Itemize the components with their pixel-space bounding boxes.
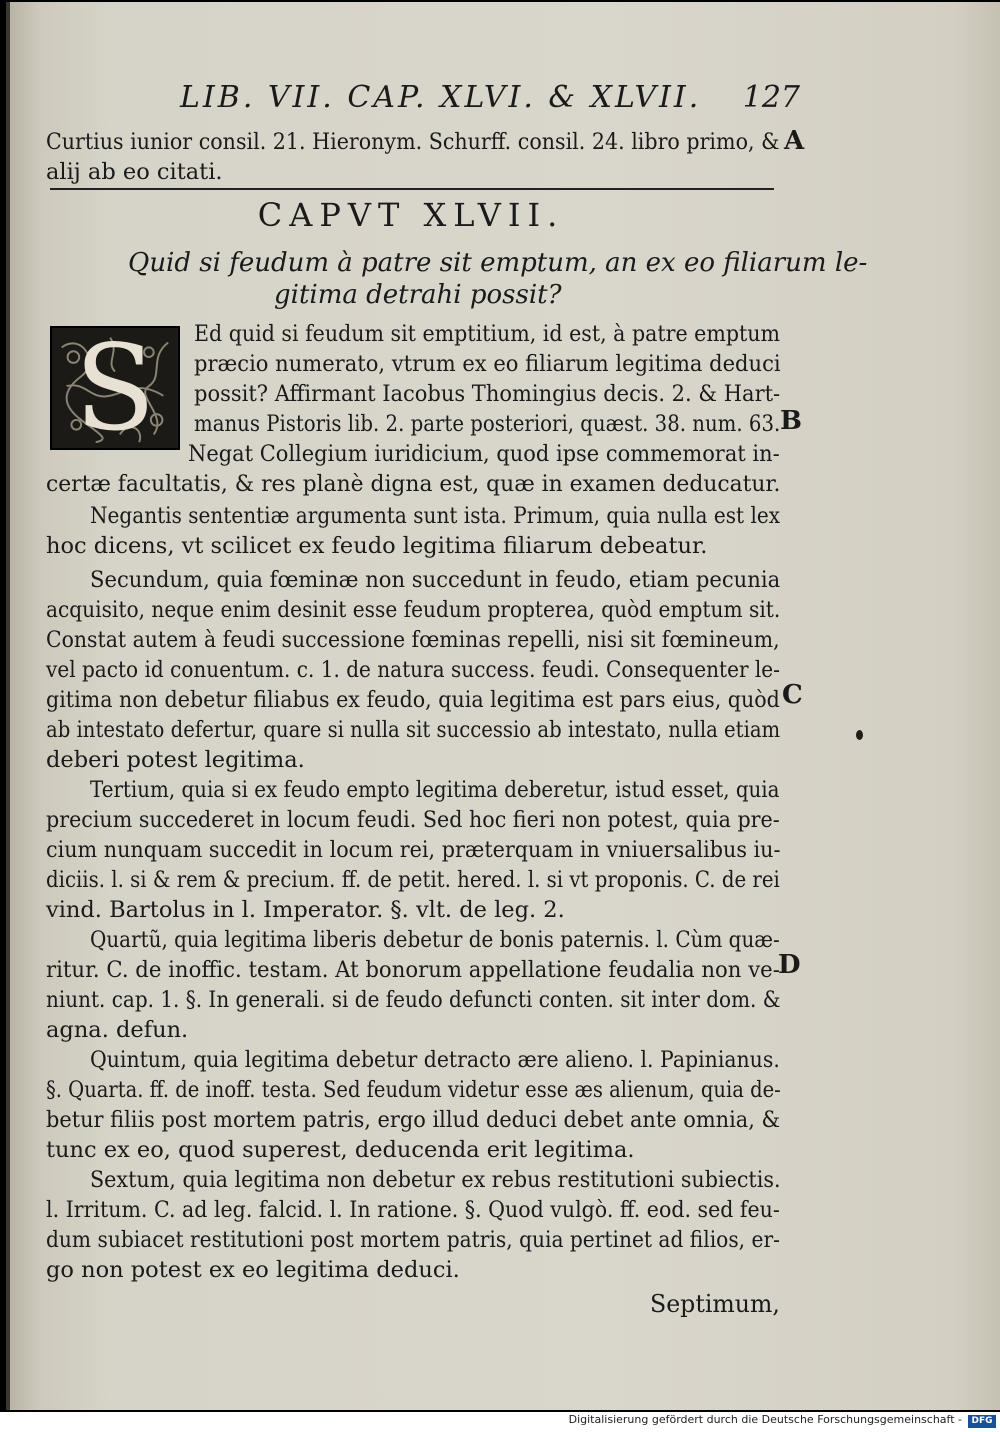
text-line: precium succederet in locum feudi. Sed hoc fieri non potest, quia pre- bbox=[46, 807, 780, 833]
paper-sheet bbox=[6, 2, 1000, 1410]
text-line: ritur. C. de inoffic. testam. At bonorum appellatione feudalia non ve- bbox=[46, 957, 780, 983]
text-line: Negat Collegium iuridicium, quod ipse commemorat in- bbox=[188, 441, 780, 467]
text-line: Tertium, quia si ex feudo empto legitima deberetur, istud esset, quia bbox=[90, 777, 780, 803]
text-line: ab intestato defertur, quare si nulla sit successio ab intestato, nulla etiam bbox=[46, 717, 781, 743]
running-title: LIB. VII. CAP. XLVI. & XLVII. bbox=[180, 80, 702, 115]
margin-letter-b: B bbox=[780, 406, 802, 436]
text-line: Quintum, quia legitima debetur detracto ære alieno. l. Papinianus. bbox=[90, 1047, 780, 1073]
digitization-footer bbox=[0, 1412, 1000, 1432]
text-line: deberi potest legitima. bbox=[46, 747, 305, 773]
page-number: 127 bbox=[742, 80, 800, 115]
text-line: Sextum, quia legitima non debetur ex rebus restitutioni subiectis. bbox=[90, 1167, 781, 1193]
text-line: l. Irritum. C. ad leg. falcid. l. In ratione. §. Quod vulgò. ff. eod. sed feu- bbox=[46, 1197, 780, 1223]
chapter-heading: CAPVT XLVII. bbox=[257, 196, 565, 234]
text-line: Ed quid si feudum sit emptitium, id est, à patre emptum bbox=[194, 321, 781, 347]
chapter-subtitle: Quid si feudum à patre sit emptum, an ex eo filiarum le- bbox=[128, 248, 868, 278]
text-line: dum subiacet restitutioni post mortem patris, quia pertinet ad filios, er- bbox=[46, 1227, 780, 1253]
text-line: præcio numerato, vtrum ex eo filiarum legitima deduci bbox=[194, 351, 781, 377]
running-header bbox=[180, 80, 800, 116]
text-line: Negantis sententiæ argumenta sunt ista. Primum, quia nulla est lex bbox=[90, 503, 781, 529]
ink-spot bbox=[856, 730, 863, 740]
text-line: niunt. cap. 1. §. In generali. si de feudo defuncti conten. sit inter dom. & bbox=[46, 987, 781, 1013]
text-line: vel pacto id conuentum. c. 1. de natura success. feudi. Consequenter le- bbox=[46, 657, 780, 683]
chapter-subtitle: gitima detrahi possit? bbox=[274, 280, 562, 310]
text-line: certæ facultatis, & res planè digna est, quæ in examen deducatur. bbox=[46, 471, 781, 497]
margin-letter-a: A bbox=[784, 126, 805, 156]
text-line: hoc dicens, vt scilicet ex feudo legitima filiarum debeatur. bbox=[46, 533, 708, 559]
text-line: gitima non debetur filiabus ex feudo, quia legitima est pars eius, quòd bbox=[46, 687, 780, 713]
margin-letter-c: C bbox=[782, 680, 803, 710]
text-line: Constat autem à feudi successione fœminas repelli, nisi sit fœmineum, bbox=[46, 627, 780, 653]
text-line: manus Pistoris lib. 2. parte posteriori, quæst. 38. num. 63. bbox=[194, 411, 781, 437]
text-line: Secundum, quia fœminæ non succedunt in feudo, etiam pecunia bbox=[90, 567, 781, 593]
text-line: go non potest ex eo legitima deduci. bbox=[46, 1257, 460, 1283]
text-line: tunc ex eo, quod superest, deducenda erit legitima. bbox=[46, 1137, 635, 1163]
text-line: cium nunquam succedit in locum rei, præterquam in vniuersalibus iu- bbox=[46, 837, 781, 863]
text-line: §. Quarta. ff. de inoff. testa. Sed feudum videtur esse æs alienum, quia de- bbox=[46, 1077, 781, 1103]
text-line: vind. Bartolus in l. Imperator. §. vlt. de leg. 2. bbox=[46, 897, 565, 923]
footer-credit: Digitalisierung gefördert durch die Deutsche Forschungsgemeinschaft - bbox=[568, 1413, 962, 1426]
text-line: Curtius iunior consil. 21. Hieronym. Schurff. consil. 24. libro primo, & bbox=[46, 129, 780, 155]
text-line: agna. defun. bbox=[46, 1017, 189, 1043]
text-line: betur filiis post mortem patris, ergo illud deduci debet ante omnia, & bbox=[46, 1107, 781, 1133]
text-line: Quartũ, quia legitima liberis debetur de bonis paternis. l. Cùm quæ- bbox=[90, 927, 780, 953]
horizontal-rule bbox=[50, 188, 774, 190]
decorated-initial bbox=[50, 326, 180, 450]
initial-letter: S bbox=[74, 326, 156, 450]
text-line: diciis. l. si & rem & precium. ff. de petit. hered. l. si vt proponis. C. de rei bbox=[46, 867, 780, 893]
catchword: Septimum, bbox=[650, 1290, 780, 1318]
text-line: alij ab eo citati. bbox=[46, 159, 223, 185]
margin-letter-d: D bbox=[778, 950, 801, 980]
dfg-logo: DFG bbox=[968, 1415, 996, 1428]
text-line: acquisito, neque enim desinit esse feudum propterea, quòd emptum sit. bbox=[46, 597, 781, 623]
text-line: possit? Affirmant Iacobus Thomingius decis. 2. & Hart- bbox=[194, 381, 781, 407]
